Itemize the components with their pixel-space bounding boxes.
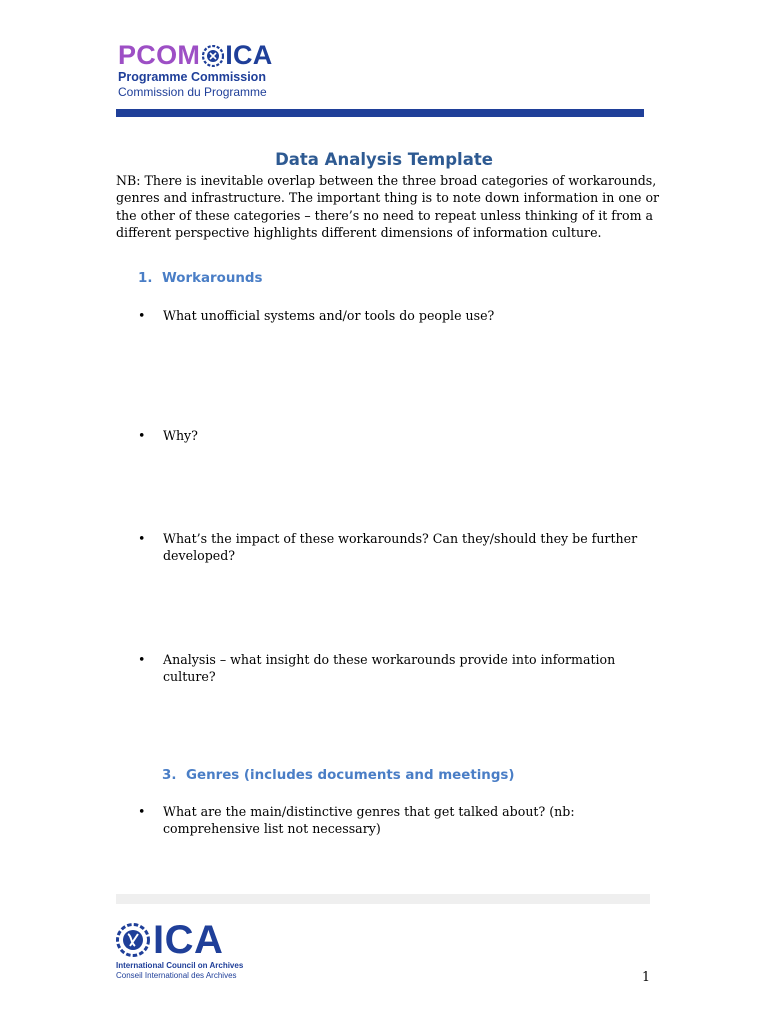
ica-footer-logo (116, 918, 276, 985)
logo-pcom-text: PCOM (118, 40, 201, 70)
bullet-icon: • (138, 428, 146, 443)
footer-wordmark (116, 918, 276, 962)
page-number: 1 (641, 969, 650, 984)
list-item (138, 307, 658, 324)
question-text: What unofficial systems and/or tools do people use? (163, 308, 495, 323)
pcom-ica-logo (118, 40, 318, 104)
ica-emblem-icon (202, 45, 224, 67)
question-text: Why? (163, 428, 198, 443)
list-item (138, 530, 658, 565)
section-heading-genres (162, 766, 515, 786)
ica-globe-icon (116, 923, 150, 957)
list-item (138, 803, 658, 838)
document-title: Data Analysis Template (275, 150, 493, 169)
logo-ica-text: ICA (225, 40, 273, 70)
footer-ica-text: ICA (153, 918, 224, 962)
bullet-icon: • (138, 652, 146, 667)
list-item (138, 651, 658, 686)
logo-french-name: Commission du Programme (118, 85, 267, 99)
bullet-icon: • (138, 531, 146, 546)
logo-english-name: Programme Commission (118, 70, 266, 84)
section-title: Workarounds (162, 271, 263, 286)
list-item (138, 427, 658, 444)
footer-english-name: International Council on Archives (116, 961, 244, 970)
footer-divider (116, 894, 650, 904)
logo-wordmark (118, 40, 318, 70)
bullet-icon: • (138, 308, 146, 323)
header-divider (116, 109, 644, 117)
bullet-icon: • (138, 804, 146, 819)
question-text: What’s the impact of these workarounds? Can they/should they be further developed? (163, 531, 638, 564)
section-heading-workarounds (138, 269, 262, 289)
section-number: 3. (162, 768, 177, 783)
section-number: 1. (138, 271, 153, 286)
question-text: What are the main/distinctive genres that get talked about? (nb: comprehensive list not necessary) (163, 804, 575, 837)
section-title: Genres (includes documents and meetings) (186, 768, 515, 783)
intro-paragraph: NB: There is inevitable overlap between the three broad categories of workarounds, genres and infrastructure. The important thing is to note down information in one or the other of these categories – there’s no need to repeat unless thinking of it from a different perspective highlights different dimensions of information culture. (116, 173, 660, 240)
question-text: Analysis – what insight do these workarounds provide into information culture? (163, 652, 616, 685)
footer-french-name: Conseil International des Archives (116, 971, 237, 980)
